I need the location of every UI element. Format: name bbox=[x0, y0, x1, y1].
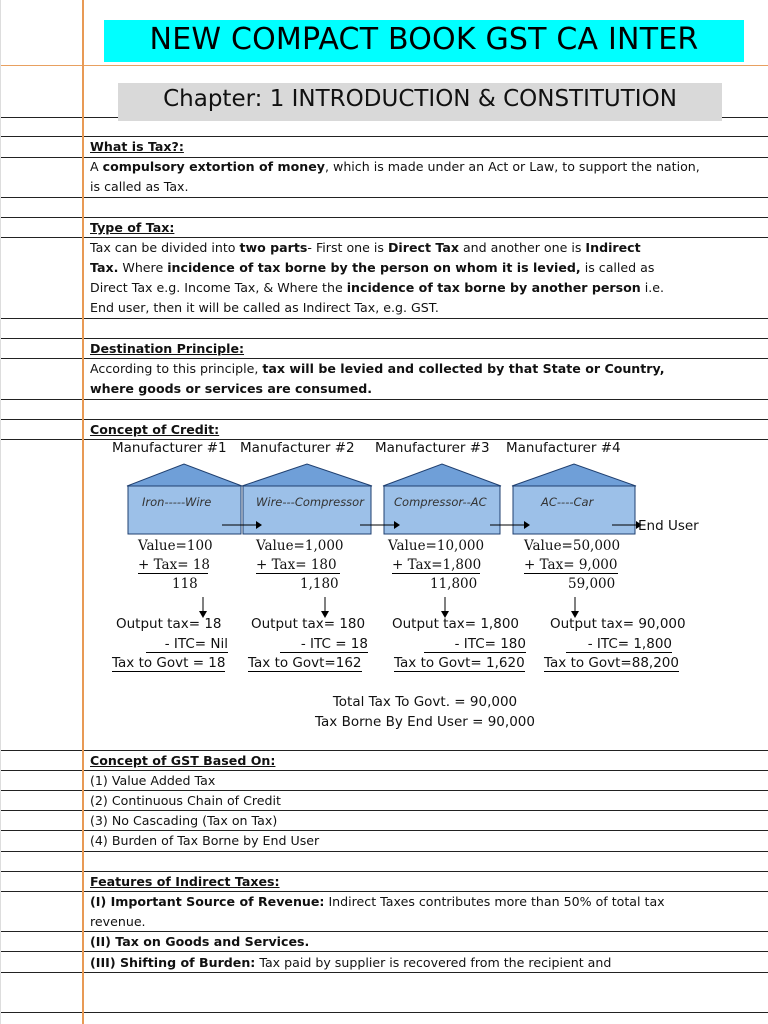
credit-heading: Concept of Credit: bbox=[90, 422, 220, 437]
value-amount: Value=10,000 bbox=[388, 538, 485, 554]
types-line-3: Direct Tax e.g. Income Tax, & Where the incidence of tax borne by another person i.e. bbox=[90, 280, 664, 295]
total-tax-end-user: Tax Borne By End User = 90,000 bbox=[315, 714, 535, 730]
rule-line bbox=[0, 399, 768, 400]
box-label: Wire---Compressor bbox=[256, 495, 364, 509]
itc-amount: - ITC= 1,800 bbox=[566, 636, 672, 653]
margin-line bbox=[82, 0, 84, 1024]
gst-item: (3) No Cascading (Tax on Tax) bbox=[90, 813, 278, 828]
rule-line bbox=[0, 318, 768, 319]
feature-3: (III) Shifting of Burden: Tax paid by supplier is recovered from the recipient and bbox=[90, 955, 612, 970]
feature-1: (I) Important Source of Revenue: Indirect Taxes contributes more than 50% of total tax bbox=[90, 894, 665, 909]
total-amount: 11,800 bbox=[430, 576, 478, 592]
types-line-2: Tax. Where incidence of tax borne by the person on whom it is levied, is called as bbox=[90, 260, 655, 275]
flow-arrow-icon bbox=[490, 519, 530, 531]
output-tax: Output tax= 180 bbox=[251, 616, 366, 632]
manufacturer-label: Manufacturer #2 bbox=[240, 440, 355, 456]
total-amount: 59,000 bbox=[568, 576, 616, 592]
page-edge bbox=[0, 0, 1, 1024]
output-tax: Output tax= 1,800 bbox=[392, 616, 519, 632]
rule-line bbox=[0, 65, 768, 66]
destination-line-1: According to this principle, tax will be levied and collected by that State or Country, bbox=[90, 361, 665, 376]
box-label: AC----Car bbox=[541, 495, 594, 509]
manufacturer-label: Manufacturer #1 bbox=[112, 440, 227, 456]
destination-line-2: where goods or services are consumed. bbox=[90, 381, 373, 396]
rule-line bbox=[0, 1012, 768, 1013]
feature-1-cont: revenue. bbox=[90, 914, 146, 929]
flow-arrow-icon bbox=[360, 519, 400, 531]
types-heading: Type of Tax: bbox=[90, 220, 175, 235]
box-label: Iron-----Wire bbox=[142, 495, 212, 509]
tax-heading: What is Tax?: bbox=[90, 139, 184, 154]
manufacturer-label: Manufacturer #4 bbox=[506, 440, 621, 456]
tax-amount: + Tax= 9,000 bbox=[524, 557, 618, 573]
output-tax: Output tax= 18 bbox=[116, 616, 222, 632]
tax-to-govt: Tax to Govt=162 bbox=[248, 655, 362, 671]
tax-amount: + Tax= 180 bbox=[256, 557, 340, 574]
tax-amount: + Tax= 18 bbox=[138, 557, 211, 573]
box-label: Compressor--AC bbox=[394, 495, 487, 509]
output-tax: Output tax= 90,000 bbox=[550, 616, 686, 632]
tax-line-2: is called as Tax. bbox=[90, 179, 189, 194]
types-line-1: Tax can be divided into two parts- First one is Direct Tax and another one is Indirect bbox=[90, 240, 641, 255]
destination-heading: Destination Principle: bbox=[90, 341, 245, 356]
itc-amount: - ITC = 18 bbox=[280, 636, 368, 653]
itc-amount: - ITC= Nil bbox=[146, 636, 228, 653]
tax-amount: + Tax=1,800 bbox=[392, 557, 482, 573]
rule-line bbox=[0, 197, 768, 198]
gst-heading: Concept of GST Based On: bbox=[90, 753, 276, 768]
value-amount: Value=1,000 bbox=[256, 538, 344, 554]
gst-item: (4) Burden of Tax Borne by End User bbox=[90, 833, 320, 848]
total-amount: 118 bbox=[172, 576, 198, 592]
tax-to-govt: Tax to Govt = 18 bbox=[112, 655, 226, 671]
document-title: NEW COMPACT BOOK GST CA INTER bbox=[149, 22, 699, 57]
types-line-4: End user, then it will be called as Indirect Tax, e.g. GST. bbox=[90, 300, 439, 315]
total-amount: 1,180 bbox=[300, 576, 339, 592]
manufacturer-label: Manufacturer #3 bbox=[375, 440, 490, 456]
gst-item: (1) Value Added Tax bbox=[90, 773, 216, 788]
flow-arrow-icon bbox=[222, 519, 262, 531]
tax-to-govt: Tax to Govt=88,200 bbox=[544, 655, 679, 671]
itc-amount: - ITC= 180 bbox=[424, 636, 526, 653]
tax-line-1: A compulsory extortion of money, which is made under an Act or Law, to support the nation, bbox=[90, 159, 700, 174]
value-amount: Value=100 bbox=[138, 538, 213, 554]
rule-line bbox=[0, 851, 768, 852]
features-heading: Features of Indirect Taxes: bbox=[90, 874, 280, 889]
value-amount: Value=50,000 bbox=[524, 538, 621, 554]
end-user-label: End User bbox=[638, 518, 699, 534]
tax-to-govt: Tax to Govt= 1,620 bbox=[394, 655, 525, 671]
total-tax-govt: Total Tax To Govt. = 90,000 bbox=[332, 694, 518, 710]
feature-2: (II) Tax on Goods and Services. bbox=[90, 934, 310, 949]
chapter-title: Chapter: 1 INTRODUCTION & CONSTITUTION bbox=[163, 86, 677, 112]
gst-item: (2) Continuous Chain of Credit bbox=[90, 793, 281, 808]
